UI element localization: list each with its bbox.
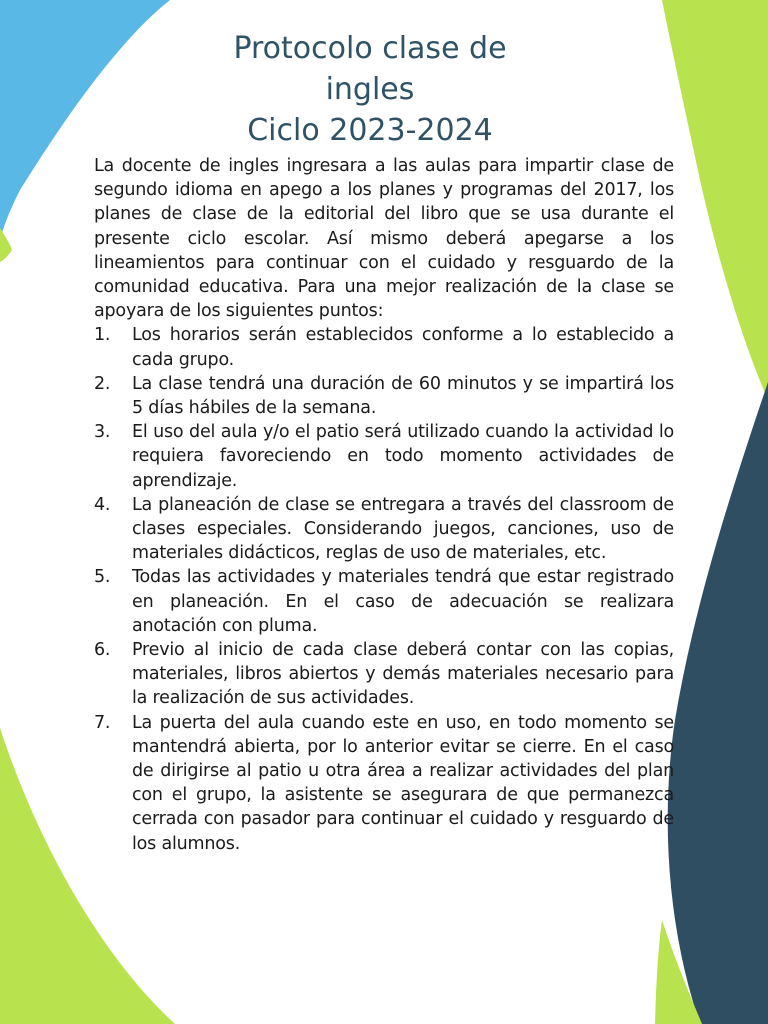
intro-paragraph: La docente de ingles ingresara a las aulas para impartir clase de segundo idioma en apego a los planes y programas del 2017, los planes de clase de la editorial del libro que se usa durante el presente ciclo escolar. Así mismo deberá apegarse a los lineamientos para continuar con el cuidado y resguardo de la comunidad educativa. Para una mejor realización de la clase se apoyara de los siguientes puntos:: [94, 156, 674, 322]
list-item: [94, 711, 674, 856]
item-number: 7.: [94, 712, 111, 733]
title-line-1: Protocolo clase de: [233, 31, 507, 66]
item-number: 6.: [94, 640, 111, 661]
list-item: [94, 565, 674, 638]
item-text: El uso del aula y/o el patio será utilizado cuando la actividad lo requiera favoreciendo en todo momento actividades de aprendizaje.: [132, 422, 674, 491]
item-text: Todas las actividades y materiales tendrá que estar registrado en planeación. En el caso de adecuación se realizara anotación con pluma.: [132, 567, 674, 636]
title-line-3: Ciclo 2023-2024: [247, 113, 493, 148]
item-text: Los horarios serán establecidos conforme a lo establecido a cada grupo.: [132, 325, 674, 370]
list-item: [94, 372, 674, 420]
item-number: 1.: [94, 325, 111, 346]
points-list: [94, 323, 674, 855]
item-number: 2.: [94, 373, 111, 394]
list-item: [94, 493, 674, 566]
item-number: 4.: [94, 494, 111, 515]
list-item: [94, 420, 674, 493]
list-item: [94, 638, 674, 711]
item-text: La planeación de clase se entregara a través del classroom de clases especiales. Considerando juegos, canciones, uso de materiales didácticos, reglas de uso de materiales, etc.: [132, 494, 674, 564]
item-text: La puerta del aula cuando este en uso, en todo momento se mantendrá abierta, por lo anterior evitar se cierre. En el caso de dirigirse al patio u otra área a realizar actividades del plan con el grupo, la asistente se asegurara de que permanezca cerrada con pasador para continuar el cuidado y resguardo de los alumnos.: [132, 712, 674, 854]
document-body: [94, 154, 674, 856]
item-number: 5.: [94, 567, 111, 588]
list-item: [94, 323, 674, 371]
document-title: [180, 28, 560, 151]
item-number: 3.: [94, 422, 111, 443]
title-line-2: ingles: [325, 72, 415, 107]
item-text: Previo al inicio de cada clase deberá contar con las copias, materiales, libros abiertos y demás materiales necesario para la realización de sus actividades.: [132, 640, 674, 709]
item-text: La clase tendrá una duración de 60 minutos y se impartirá los 5 días hábiles de la semana.: [132, 373, 674, 419]
